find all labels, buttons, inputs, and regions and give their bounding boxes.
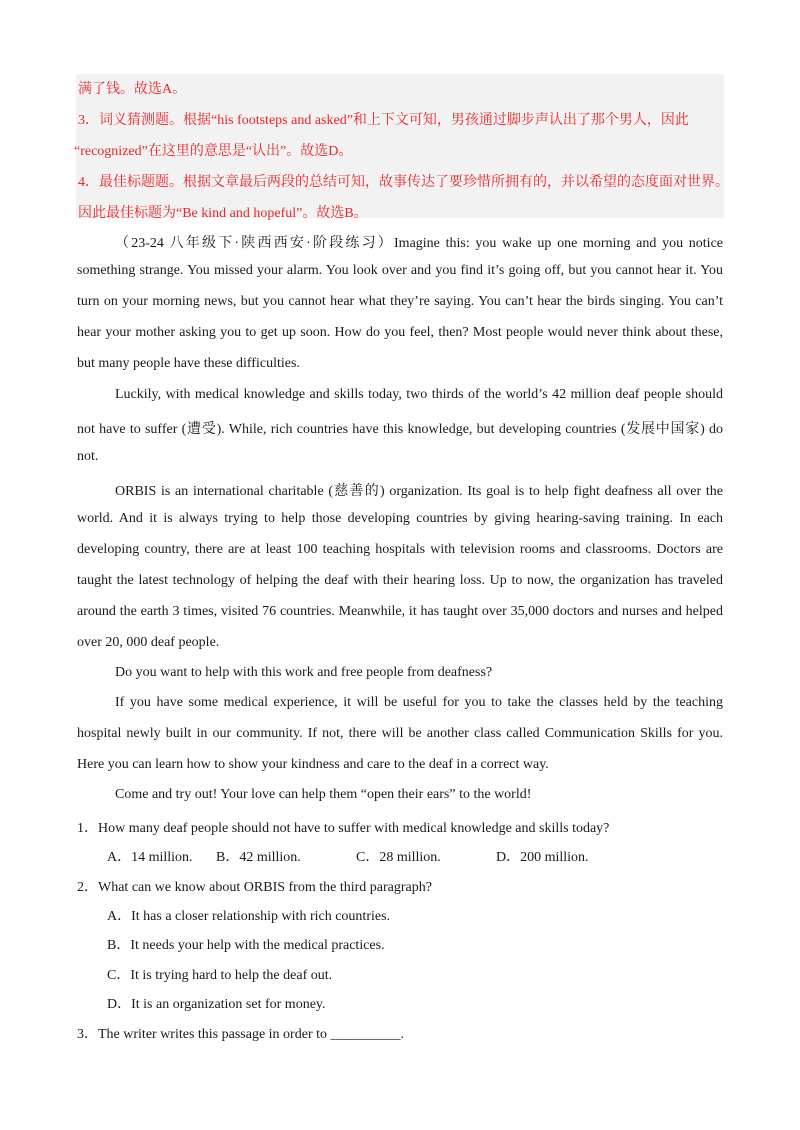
passage-line: hospital newly built in our community. If not, there will be another class called Communication Skills for you. bbox=[77, 726, 723, 741]
passage-line: not. bbox=[77, 449, 99, 464]
answer-line-5: 因此最佳标题为“Be kind and hopeful”。故选B。 bbox=[78, 206, 368, 221]
passage-line: If you have some medical experience, it will be useful for you to take the classes held by the teaching bbox=[115, 695, 723, 710]
question-1-option-a: A．14 million. bbox=[107, 850, 193, 865]
question-2-option-d: D．It is an organization set for money. bbox=[107, 997, 326, 1012]
passage-line: taught the latest technology of helping the deaf with their hearing loss. Up to now, the organization has traveled bbox=[77, 573, 723, 588]
passage-line: Come and try out! Your love can help them “open their ears” to the world! bbox=[115, 787, 532, 802]
passage-line: Luckily, with medical knowledge and skills today, two thirds of the world’s 42 million deaf people should bbox=[115, 387, 723, 402]
passage-line: turn on your morning news, but you cannot hear what they’re saying. You can’t hear the birds singing. You can’t bbox=[77, 294, 723, 309]
question-2-option-c: C．It is trying hard to help the deaf out. bbox=[107, 968, 333, 983]
passage-line: not have to suffer (遭受). While, rich countries have this knowledge, but developing countries (发展中国家) do bbox=[77, 422, 723, 437]
question-3-stem: 3．The writer writes this passage in order to __________. bbox=[77, 1027, 404, 1042]
passage-line: Here you can learn how to show your kindness and care to the deaf in a correct way. bbox=[77, 757, 549, 772]
question-1-stem: 1．How many deaf people should not have to suffer with medical knowledge and skills today? bbox=[77, 821, 610, 836]
passage-line: something strange. You missed your alarm. You look over and you find it’s going off, but you cannot hear it. You bbox=[77, 263, 723, 278]
question-1-option-b: B．42 million. bbox=[216, 850, 301, 865]
answer-line-3: “recognized”在这里的意思是“认出”。故选D。 bbox=[74, 144, 353, 159]
answer-line-4: 4．最佳标题题。根据文章最后两段的总结可知，故事传达了要珍惜所拥有的，并以希望的态度面对世界。 bbox=[78, 175, 729, 190]
question-2-option-b: B．It needs your help with the medical practices. bbox=[107, 938, 385, 953]
passage-line: but many people have these difficulties. bbox=[77, 356, 300, 371]
question-2-option-a: A．It has a closer relationship with rich countries. bbox=[107, 909, 391, 924]
answer-line-1: 满了钱。故选A。 bbox=[78, 82, 187, 97]
passage-line: hear your mother asking you to get up soon. How do you feel, then? Most people would never think about these, bbox=[77, 325, 723, 340]
passage-line: （23-24 八年级下·陕西西安·阶段练习）Imagine this: you wake up one morning and you notice bbox=[115, 236, 723, 251]
answer-line-2: 3．词义猜测题。根据“his footsteps and asked”和上下文可知，男孩通过脚步声认出了那个男人，因此 bbox=[78, 113, 689, 128]
passage-line: world. And it is always trying to help those developing countries by giving hearing-saving training. In each bbox=[77, 511, 723, 526]
passage-line: Do you want to help with this work and free people from deafness? bbox=[115, 665, 493, 680]
passage-line: ORBIS is an international charitable (慈善的) organization. Its goal is to help fight deafness all over the bbox=[115, 484, 723, 499]
question-1-option-d: D．200 million. bbox=[496, 850, 589, 865]
passage-line: developing country, there are at least 100 teaching hospitals with television rooms and classrooms. Doctors are bbox=[77, 542, 723, 557]
passage-line: around the earth 3 times, visited 76 countries. Meanwhile, it has taught over 35,000 doctors and nurses and helped bbox=[77, 604, 723, 619]
passage-line: over 20, 000 deaf people. bbox=[77, 635, 220, 650]
question-2-stem: 2．What can we know about ORBIS from the third paragraph? bbox=[77, 880, 432, 895]
question-1-option-c: C．28 million. bbox=[356, 850, 441, 865]
